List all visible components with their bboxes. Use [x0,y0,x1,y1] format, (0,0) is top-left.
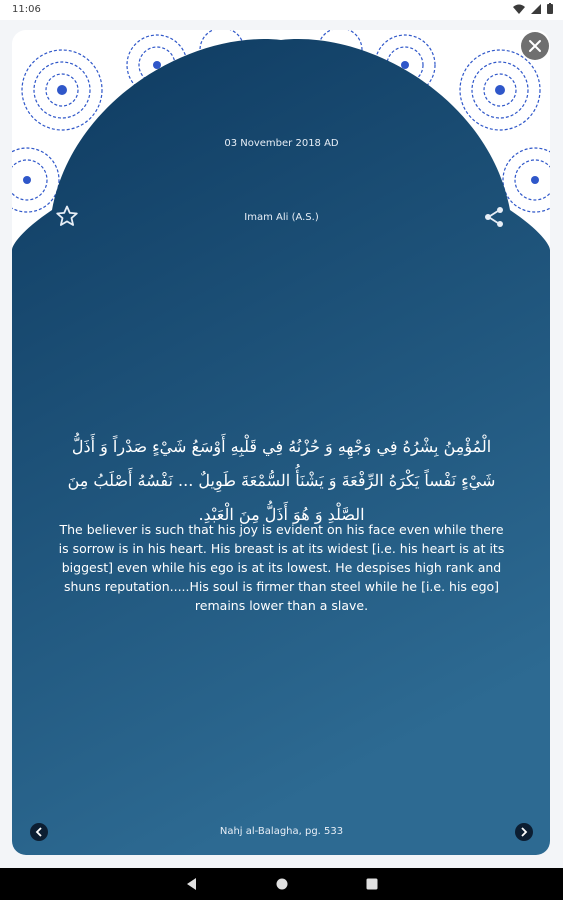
home-icon[interactable] [276,878,288,890]
status-bar [0,0,563,20]
quote-author: Imam Ali (A.S.) [244,212,319,223]
next-quote-button[interactable] [515,823,533,841]
wifi-icon [513,4,525,14]
recents-icon[interactable] [366,878,378,890]
signal-icon [531,4,541,14]
arabic-text: الْمُؤْمِنُ بِشْرُهُ فِي وَجْهِهِ وَ حُزْنُهُ فِي قَلْبِهِ أَوْسَعُ شَيْءٍ صَدْراً وَ أَذَلُّ شَيْءٍ نَفْساً يَكْرَهُ الرِّفْعَةَ وَ يَشْنَأُ السُّمْعَةَ طَوِيلٌ ... نَفْسُهُ أَصْلَبُ مِنَ الصَّلْدِ وَ هُوَ أَذَلُّ مِنَ الْعَبْدِ. [67,437,496,524]
quote-source: Nahj al-Balagha, pg. 533 [219,826,344,837]
english-translation: The believer is such that his joy is evident on his face even while there is sorrow is in his heart. His breast is at its widest [i.e. his heart is at its biggest] even while his ego is at its lowest. He despises high rank and shuns reputation.....His soul is firmer than steel while he [i.e. his ego] remains lower than a slave. [58,522,505,613]
chevron-right-icon [520,827,528,837]
battery-icon [547,3,553,14]
share-icon[interactable] [482,205,506,229]
status-icons [513,3,553,14]
close-icon [528,39,542,53]
status-time: 11:06 [12,4,41,15]
quote-date: 03 November 2018 AD [224,138,339,149]
close-button[interactable] [521,32,549,60]
system-nav-bar [0,868,563,900]
back-icon[interactable] [186,878,198,890]
